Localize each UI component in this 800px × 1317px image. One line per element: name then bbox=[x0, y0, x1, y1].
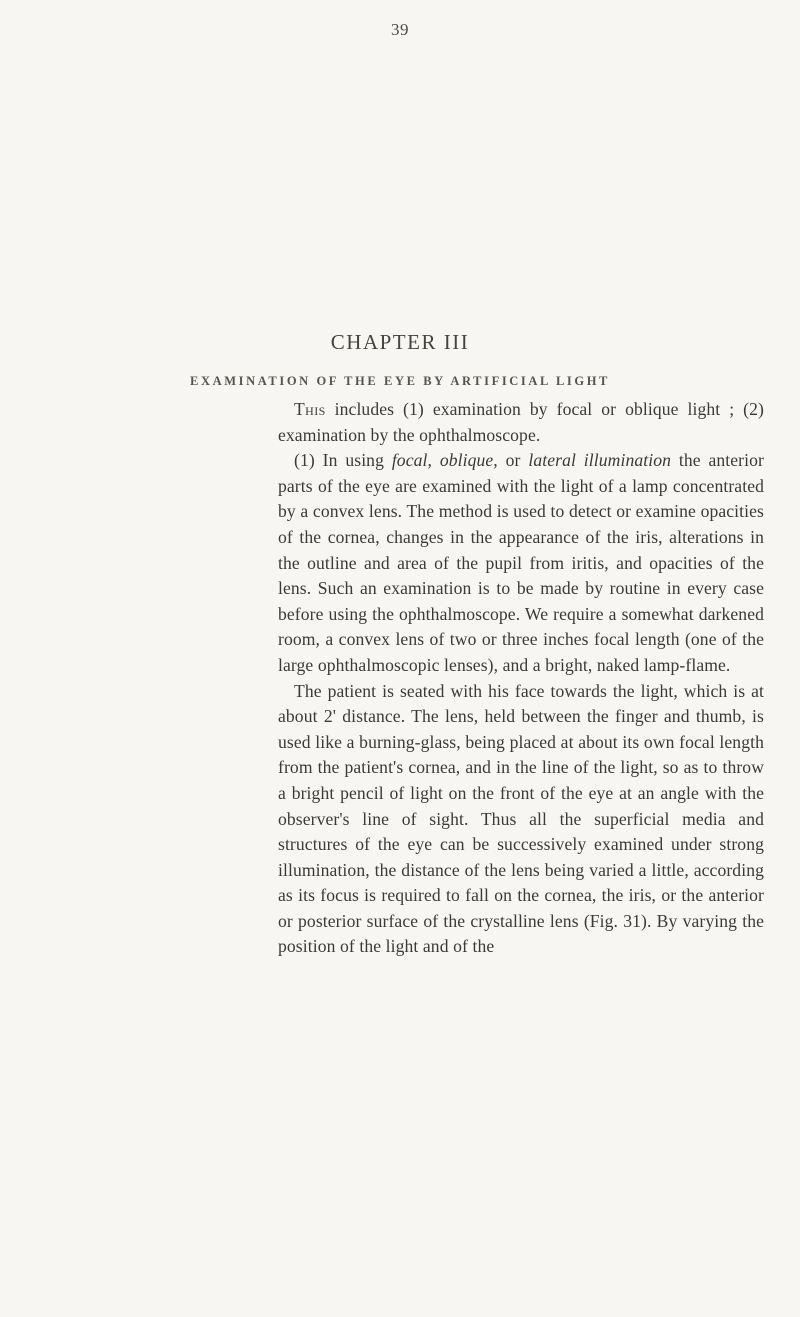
paragraph-text: (1) In using bbox=[294, 450, 392, 471]
chapter-title: CHAPTER III bbox=[330, 330, 470, 354]
paragraph-text: includes (1) examination by focal or oblique light ; (2) examination by the ophthalmoscope. bbox=[278, 399, 764, 445]
body-text bbox=[278, 397, 764, 960]
paragraph-text: The patient is seated with his face towards the light, which is at about 2' distance. The lens, held between the finger and thumb, is used like a burning-glass, being placed at about its own focal length from the patient's cornea, and in the line of the light, so as to throw a bright pencil of light on the front of the eye at an angle with the observer's line of sight. Thus all the superficial media and structures of the eye can be successively examined under strong illumination, the distance of the lens being varied a little, according as its focus is required to fall on the cornea, the iris, or the anterior or posterior surface of the crystalline lens (Fig. 31). By varying the position of the light and of the bbox=[278, 680, 764, 957]
paragraph-intro bbox=[278, 397, 764, 448]
italic-term: focal, oblique, bbox=[391, 450, 498, 471]
page-number: 39 bbox=[391, 20, 409, 39]
paragraph-text: or bbox=[497, 450, 529, 471]
paragraph-focal-illumination bbox=[278, 448, 764, 678]
paragraph-lead-word: This bbox=[294, 399, 326, 419]
paragraph-patient-position bbox=[278, 679, 764, 961]
paragraph-text: the anterior parts of the eye are examined with the light of a lamp concentrated by a convex lens. The method is used to detect or examine opacities of the cornea, changes in the appearance of the iris, alterations in the outline and area of the pupil from iritis, and opacities of the lens. Such an examination is to be made by routine in every case before using the ophthalmoscope. We require a somewhat darkened room, a convex lens of two or three inches focal length (one of the large ophthalmoscopic lenses), and a bright, naked lamp-flame. bbox=[278, 450, 764, 675]
chapter-subtitle: EXAMINATION OF THE EYE BY ARTIFICIAL LIGHT bbox=[190, 374, 610, 388]
italic-term: lateral illumination bbox=[528, 450, 672, 471]
